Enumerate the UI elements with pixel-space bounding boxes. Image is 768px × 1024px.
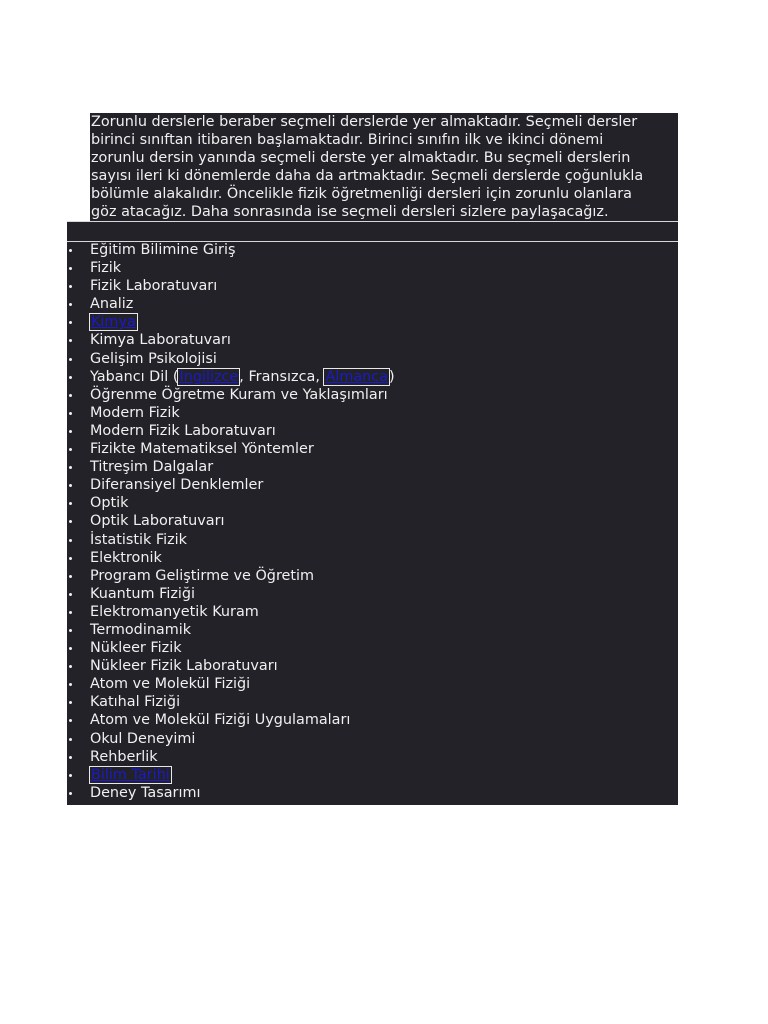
bullet-icon: [69, 756, 72, 759]
course-name: Atom ve Molekül Fiziği: [90, 676, 251, 693]
list-item: [67, 549, 678, 567]
list-item: [67, 512, 678, 530]
course-name: Modern Fizik Laboratuvarı: [90, 422, 276, 439]
list-item: [67, 386, 678, 404]
language-link-english[interactable]: İngilizce: [179, 368, 239, 385]
list-item: [67, 603, 678, 621]
bullet-icon: [69, 321, 72, 324]
bullet-icon: [69, 339, 72, 342]
course-name: Fizik: [90, 260, 122, 277]
bullet-icon: [69, 358, 72, 361]
list-item: [67, 476, 678, 494]
bullet-icon: [69, 502, 72, 505]
language-french: Fransızca: [248, 368, 316, 385]
course-name: Rehberlik: [90, 748, 158, 765]
course-name: Optik Laboratuvarı: [90, 513, 225, 530]
course-name: Kimya Laboratuvarı: [90, 332, 231, 349]
bullet-icon: [69, 611, 72, 614]
bullet-icon: [69, 683, 72, 686]
list-item: [67, 350, 678, 368]
list-item: [67, 657, 678, 675]
list-item: [67, 693, 678, 711]
course-name: Deney Tasarımı: [90, 784, 201, 801]
intro-line: sayısı ileri ki dönemlerde daha da artmaktadır. Seçmeli derslerde çoğunlukla: [91, 168, 644, 184]
list-item: [67, 639, 678, 657]
separator: ,: [315, 368, 325, 385]
intro-line: birinci sınıftan itibaren başlamaktadır. Birinci sınıfın ilk ve ikinci dönemi: [91, 132, 604, 148]
course-link-bilim-tarihi[interactable]: Bilim Tarihi: [91, 766, 170, 783]
list-item: [67, 458, 678, 476]
paren-open: (: [168, 368, 179, 385]
course-name: Optik: [90, 495, 129, 512]
list-item: [67, 675, 678, 693]
bullet-icon: [69, 466, 72, 469]
bullet-icon: [69, 738, 72, 741]
bullet-icon: [69, 412, 72, 415]
bullet-icon: [69, 557, 72, 560]
bullet-icon: [69, 394, 72, 397]
course-name: Nükleer Fizik: [90, 640, 182, 657]
list-item: [67, 585, 678, 603]
list-item: [67, 313, 678, 331]
list-item: [67, 295, 678, 313]
list-item: [67, 748, 678, 766]
bullet-icon: [69, 285, 72, 288]
list-item: [67, 531, 678, 549]
list-item: [67, 711, 678, 729]
list-item: [67, 621, 678, 639]
course-name: Elektromanyetik Kuram: [90, 603, 259, 620]
separator: ,: [239, 368, 249, 385]
list-item: [67, 440, 678, 458]
list-item: [67, 422, 678, 440]
bullet-icon: [69, 701, 72, 704]
bullet-icon: [69, 629, 72, 632]
course-name: İstatistik Fizik: [90, 531, 188, 548]
bullet-icon: [69, 448, 72, 451]
intro-line: göz atacağız. Daha sonrasında ise seçmeli dersleri sizlere paylaşacağız.: [91, 204, 609, 220]
bullet-icon: [69, 520, 72, 523]
intro-line: bölümle alakalıdır. Öncelikle fizik öğretmenliği dersleri için zorunlu olanlara: [91, 186, 632, 202]
course-name: Analiz: [90, 296, 134, 313]
course-name: Titreşim Dalgalar: [90, 459, 214, 476]
bullet-icon: [69, 303, 72, 306]
list-item: [67, 277, 678, 295]
intro-line: zorunlu dersin yanında seçmeli derste yer almaktadır. Bu seçmeli derslerin: [91, 150, 631, 166]
course-name: Diferansiyel Denklemler: [90, 477, 264, 494]
bullet-icon: [69, 249, 72, 252]
bullet-icon: [69, 539, 72, 542]
bullet-icon: [69, 792, 72, 795]
list-item: [67, 784, 678, 802]
list-item: [67, 368, 678, 386]
course-name: Termodinamik: [90, 621, 192, 638]
course-name: Okul Deneyimi: [90, 730, 196, 747]
list-item: [67, 404, 678, 422]
bullet-icon: [69, 719, 72, 722]
list-item: [67, 766, 678, 784]
intro-paragraph: [90, 113, 678, 221]
list-item: [67, 494, 678, 512]
course-name: Kuantum Fiziği: [90, 585, 196, 602]
course-name: Katıhal Fiziği: [90, 694, 181, 711]
list-item: [67, 730, 678, 748]
course-name: Fizik Laboratuvarı: [90, 278, 218, 295]
bullet-icon: [69, 376, 72, 379]
course-name: Öğrenme Öğretme Kuram ve Yaklaşımları: [90, 386, 388, 403]
paren-close: ): [389, 368, 395, 385]
bullet-icon: [69, 575, 72, 578]
course-name: Fizikte Matematiksel Yöntemler: [90, 441, 314, 458]
course-name: Nükleer Fizik Laboratuvarı: [90, 658, 278, 675]
course-name: Yabancı Dil: [90, 368, 169, 385]
bullet-icon: [69, 430, 72, 433]
course-name: Modern Fizik: [90, 404, 180, 421]
bullet-icon: [69, 267, 72, 270]
bullet-icon: [69, 774, 72, 777]
course-link-kimya[interactable]: Kimya: [91, 314, 136, 331]
course-list: [67, 241, 678, 802]
list-item: [67, 241, 678, 259]
course-name: Program Geliştirme ve Öğretim: [90, 567, 315, 584]
language-link-german[interactable]: Almanca: [325, 368, 389, 385]
course-name: Elektronik: [90, 549, 162, 566]
bullet-icon: [69, 665, 72, 668]
course-name: Gelişim Psikolojisi: [90, 350, 217, 367]
list-item: [67, 567, 678, 585]
bullet-icon: [69, 484, 72, 487]
intro-line: Zorunlu derslerle beraber seçmeli derslerde yer almaktadır. Seçmeli dersler: [91, 114, 638, 130]
bullet-icon: [69, 647, 72, 650]
course-name: Eğitim Bilimine Giriş: [90, 242, 236, 258]
list-item: [67, 331, 678, 349]
list-item: [67, 259, 678, 277]
course-name: Atom ve Molekül Fiziği Uygulamaları: [90, 712, 351, 729]
bullet-icon: [69, 593, 72, 596]
